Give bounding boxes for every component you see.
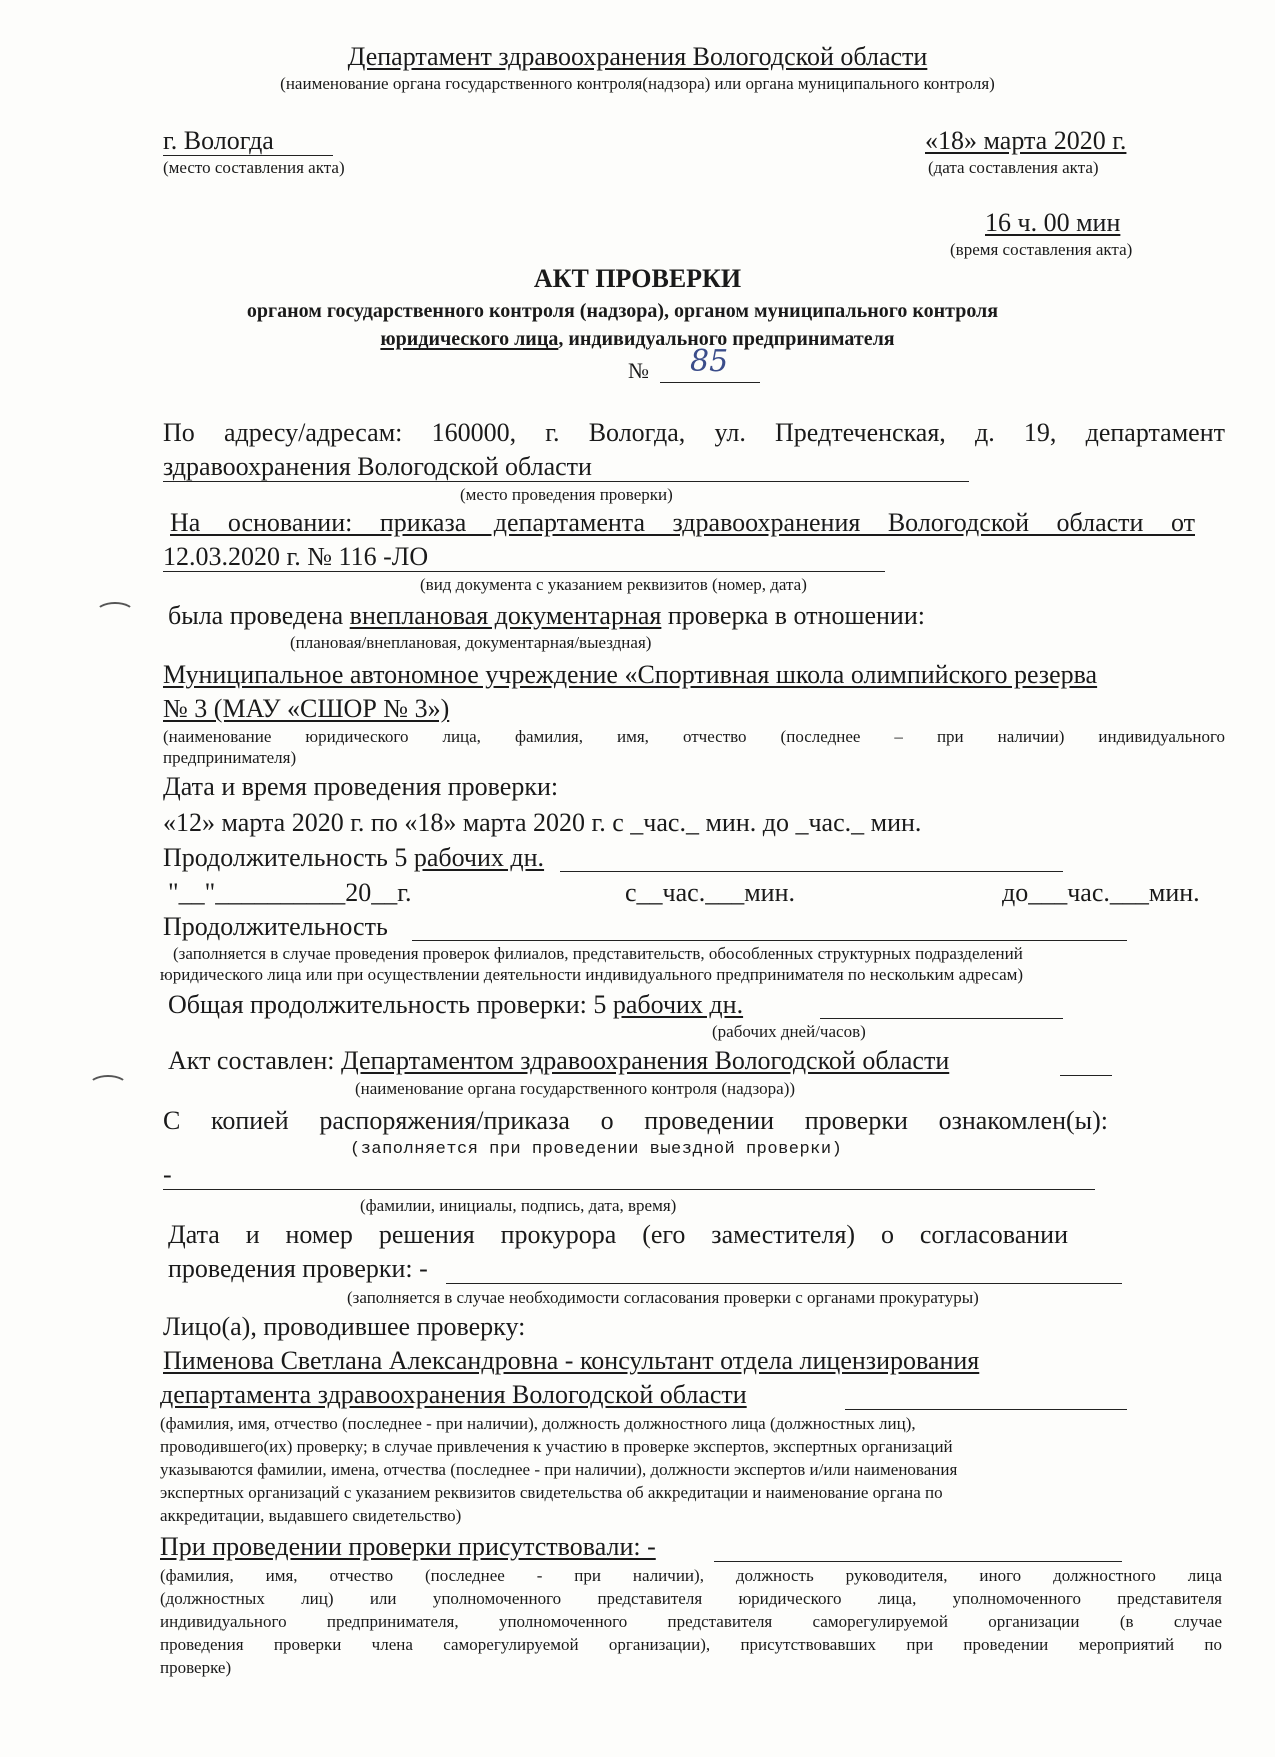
entity-line-1: Муниципальное автономное учреждение «Спортивная школа олимпийского резерва (163, 660, 1098, 689)
prosecutor-rule (446, 1283, 1122, 1284)
basis-rule (163, 571, 885, 572)
entity-line-2: № 3 (МАУ «СШОР № 3») (163, 694, 450, 723)
compiled-label: Акт составлен: (168, 1046, 341, 1075)
duration-label: Продолжительность 5 (163, 843, 408, 872)
duration-rule (560, 871, 1063, 872)
prosecutor-line-2 (168, 1254, 428, 1284)
compiled-caption: (наименование органа государственного контроля (надзора)) (355, 1079, 796, 1098)
blank-from: с__час.___мин. (625, 878, 795, 907)
inspector-caption-1: (фамилия, имя, отчество (последнее - при наличии), должность должностного лица (должностных лиц), (160, 1414, 916, 1433)
present-caption-3: индивидуального предпринимателя, уполномоченного представителя саморегулируемой организации (в случае (160, 1612, 1222, 1631)
organ-caption: (наименование органа государственного контроля(надзора) или органа муниципального контроля) (280, 74, 995, 93)
act-number-label: № (628, 358, 649, 383)
present-caption-5: проверке) (160, 1658, 232, 1677)
total-line (168, 990, 743, 1020)
inspector-caption-3: указываются фамилии, имена, отчества (последнее - при наличии), должности экспертов и/или наименования (160, 1460, 958, 1479)
organ-name: Департамент здравоохранения Вологодской области (347, 42, 928, 71)
place-caption: (место составления акта) (163, 158, 345, 177)
date-of-act: «18» марта 2020 г. (925, 126, 1127, 155)
act-number-handwritten: 85 (690, 344, 729, 379)
inspector-line-1: Пименова Светлана Александровна - консультант отдела лицензирования (163, 1346, 980, 1375)
act-title: АКТ ПРОВЕРКИ (533, 264, 742, 293)
act-number-rule (660, 382, 760, 383)
entity-caption-2: предпринимателя) (163, 748, 297, 767)
inspector-rule (845, 1409, 1127, 1410)
place-rule (163, 155, 333, 156)
total-label: Общая продолжительность проверки: 5 (168, 990, 613, 1019)
act-subtitle-1: органом государственного контроля (надзора), органом муниципального контроля (246, 300, 999, 322)
compiled-value: Департаментом здравоохранения Вологодской области (340, 1046, 950, 1075)
copy-value: - (163, 1160, 172, 1189)
present-rule (714, 1561, 1122, 1562)
prosecutor-caption: (заполняется в случае необходимости согласования проверки с органами прокуратуры) (347, 1288, 979, 1307)
prosecutor-value: - (419, 1254, 428, 1283)
address-line-2: здравоохранения Вологодской области (163, 452, 592, 481)
prosecutor-label: проведения проверки: (168, 1254, 420, 1283)
conducted-caption: (плановая/внеплановая, документарная/выездная) (290, 633, 652, 652)
basis-caption: (вид документа с указанием реквизитов (номер, дата) (420, 575, 807, 594)
place-of-act: г. Вологда (163, 126, 274, 155)
present-caption-4: проведения проверки члена саморегулируемой организации), присутствовавших при проведении мероприятий по (160, 1635, 1222, 1654)
address-rule (163, 481, 969, 482)
total-rule (820, 1018, 1063, 1019)
branches-caption-1: (заполняется в случае проведения проверок филиалов, представительств, обособленных структурных подразделений (173, 944, 1023, 963)
subject-rest: , индивидуального предпринимателя (558, 328, 895, 350)
compiled-rule (1060, 1075, 1112, 1076)
duration2-rule (412, 940, 1127, 941)
time-caption: (время составления акта) (950, 240, 1133, 259)
copy-rule (163, 1189, 1095, 1190)
inspector-label: Лицо(а), проводившее проверку: (163, 1312, 526, 1341)
blank-to: до___час.___мин. (1002, 878, 1200, 907)
inspector-caption-4: экспертных организаций с указанием реквизитов свидетельства об аккредитации и наименование органа по (160, 1483, 943, 1502)
compiled-line (168, 1046, 949, 1076)
basis-line-2: 12.03.2020 г. № 116 -ЛО (163, 542, 429, 571)
date-caption: (дата составления акта) (928, 158, 1099, 177)
duration-value: рабочих дн. (413, 843, 545, 872)
address-caption: (место проведения проверки) (460, 485, 673, 504)
address-line-1: По адресу/адресам: 160000, г. Вологда, ул. Предтеченская, д. 19, департамент (163, 418, 1225, 447)
duration2-label: Продолжительность (163, 912, 388, 941)
prosecutor-line-1: Дата и номер решения прокурора (его заместителя) о согласовании (168, 1220, 1068, 1249)
binder-hole-mark (95, 602, 135, 624)
duration-line (163, 843, 544, 873)
conducted-suffix: проверка в отношении: (661, 601, 925, 630)
present-label: При проведении проверки присутствовали: - (160, 1532, 656, 1561)
subject-underlined: юридического лица (380, 328, 559, 350)
datetime-label: Дата и время проведения проверки: (163, 772, 559, 801)
inspector-caption-2: проводившего(их) проверку; в случае привлечения к участию в проверке экспертов, экспертных организаций (160, 1437, 953, 1456)
conducted-prefix: была проведена (168, 601, 350, 630)
present-caption-2: (должностных лиц) или уполномоченного представителя юридического лица, уполномоченного представителя (160, 1589, 1222, 1608)
present-caption-1: (фамилия, имя, отчество (последнее - при наличии), должность руководителя, иного должностного лица (160, 1566, 1222, 1585)
datetime-range: «12» марта 2020 г. по «18» марта 2020 г. с _час._ мин. до _час._ мин. (163, 808, 922, 837)
inspector-line-2: департамента здравоохранения Вологодской области (160, 1380, 747, 1409)
total-value: рабочих дн. (612, 990, 744, 1019)
total-caption: (рабочих дней/часов) (712, 1022, 866, 1041)
act-subtitle-2 (0, 328, 1275, 351)
copy-caption: (фамилии, инициалы, подпись, дата, время) (360, 1196, 677, 1215)
branches-caption-2: юридического лица или при осуществлении деятельности индивидуального предпринимателя по нескольким адресам) (160, 965, 1024, 984)
conducted-line (168, 601, 925, 631)
time-of-act: 16 ч. 00 мин (985, 208, 1121, 237)
binder-hole-mark (88, 1075, 128, 1097)
inspector-caption-5: аккредитации, выдавшего свидетельство) (160, 1506, 462, 1525)
blank-date: "__"__________20__г. (168, 878, 412, 907)
entity-caption-1: (наименование юридического лица, фамилия, имя, отчество (последнее – при наличии) индивидуального (163, 727, 1225, 746)
inspection-type: внеплановая документарная (349, 601, 662, 630)
copy-note: (заполняется при проведении выездной проверки) (350, 1140, 843, 1159)
copy-line: С копией распоряжения/приказа о проведении проверки ознакомлен(ы): (163, 1106, 1108, 1135)
basis-line-1: На основании: приказа департамента здравоохранения Вологодской области от (170, 508, 1195, 537)
